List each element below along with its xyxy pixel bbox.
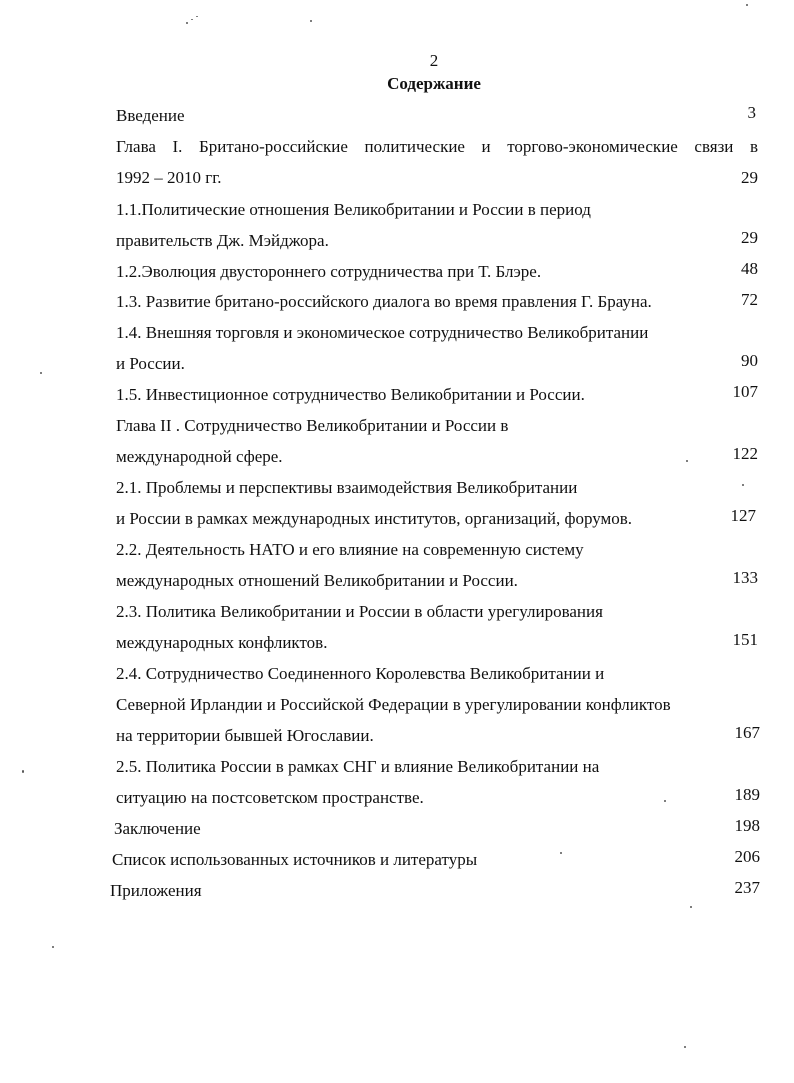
toc-entry-text: 1.1.Политические отношения Великобритании и России в период bbox=[116, 200, 591, 219]
toc-entry-text: международной сфере. bbox=[116, 447, 283, 466]
toc-entry-page: 206 bbox=[734, 847, 760, 866]
toc-entry-page: 3 bbox=[747, 103, 756, 122]
scan-speck bbox=[310, 20, 312, 22]
toc-entry-page: 127 bbox=[730, 506, 756, 525]
toc-entry-page: 107 bbox=[732, 382, 758, 401]
scan-speck bbox=[191, 19, 193, 20]
toc-entry-page: 151 bbox=[732, 630, 758, 649]
toc-entry-page: 237 bbox=[734, 878, 760, 897]
page-number: 2 bbox=[429, 51, 439, 70]
scan-speck bbox=[664, 800, 666, 802]
scan-speck bbox=[690, 906, 692, 908]
toc-entry-text: 1.5. Инвестиционное сотрудничество Великобритании и России. bbox=[116, 385, 585, 404]
scan-speck bbox=[22, 770, 24, 773]
toc-entry-text: Введение bbox=[116, 106, 185, 125]
toc-entry-text: международных отношений Великобритании и России. bbox=[116, 571, 518, 590]
scan-speck bbox=[742, 484, 744, 486]
toc-entry-text: Глава II . Сотрудничество Великобритании и России в bbox=[116, 416, 509, 435]
page-title: Содержание bbox=[387, 74, 481, 93]
toc-entry-text: 2.4. Сотрудничество Соединенного Королевства Великобритании и bbox=[116, 664, 605, 683]
toc-entry-text: 2.3. Политика Великобритании и России в области урегулирования bbox=[116, 602, 603, 621]
toc-entry-text: Приложения bbox=[110, 881, 202, 900]
toc-entry-text: 1.3. Развитие британо-российского диалога во время правления Г. Брауна. bbox=[116, 292, 652, 311]
scan-speck bbox=[684, 1046, 686, 1048]
scan-speck bbox=[52, 946, 54, 948]
toc-entry-text: 1992 – 2010 гг. bbox=[116, 168, 222, 187]
toc-entry-text: международных конфликтов. bbox=[116, 633, 328, 652]
toc-entry-text: и России в рамках международных институтов, организаций, форумов. bbox=[116, 509, 633, 528]
toc-entry-page: 167 bbox=[734, 723, 760, 742]
toc-entry-text: 2.5. Политика России в рамках СНГ и влияние Великобритании на bbox=[116, 757, 600, 776]
toc-entry-page: 189 bbox=[734, 785, 760, 804]
scan-speck bbox=[746, 4, 748, 6]
toc-entry-text: ситуацию на постсоветском пространстве. bbox=[116, 788, 424, 807]
toc-entry-text: правительств Дж. Мэйджора. bbox=[116, 231, 329, 250]
toc-entry-page: 133 bbox=[732, 568, 758, 587]
scan-speck bbox=[560, 852, 562, 854]
toc-entry-text: и России. bbox=[116, 354, 185, 373]
toc-entry-page: 90 bbox=[741, 351, 758, 370]
scan-speck bbox=[186, 22, 188, 24]
scan-speck bbox=[196, 16, 198, 17]
toc-entry-page: 29 bbox=[741, 168, 758, 187]
scan-speck bbox=[40, 372, 42, 374]
toc-entry-text: Заключение bbox=[114, 819, 201, 838]
toc-entry-text: Северной Ирландии и Российской Федерации в урегулировании конфликтов bbox=[116, 695, 671, 714]
toc-entry-page: 72 bbox=[741, 290, 758, 309]
toc-entry-text: 1.2.Эволюция двустороннего сотрудничества при Т. Блэре. bbox=[116, 262, 542, 281]
toc-entry-text: 2.1. Проблемы и перспективы взаимодействия Великобритании bbox=[116, 478, 578, 497]
toc-entry-page: 122 bbox=[732, 444, 758, 463]
toc-entry-text: Глава I. Британо-российские политические и торгово-экономические связи в bbox=[116, 137, 758, 156]
toc-entry-text: на территории бывшей Югославии. bbox=[116, 726, 374, 745]
toc-entry-text: 2.2. Деятельность НАТО и его влияние на современную систему bbox=[116, 540, 584, 559]
toc-entry-text: 1.4. Внешняя торговля и экономическое сотрудничество Великобритании bbox=[116, 323, 649, 342]
toc-entry-page: 198 bbox=[734, 816, 760, 835]
toc-entry-page: 48 bbox=[741, 259, 758, 278]
scan-speck bbox=[686, 460, 688, 462]
toc-entry-text: Список использованных источников и литературы bbox=[112, 850, 478, 869]
toc-entry-page: 29 bbox=[741, 228, 758, 247]
